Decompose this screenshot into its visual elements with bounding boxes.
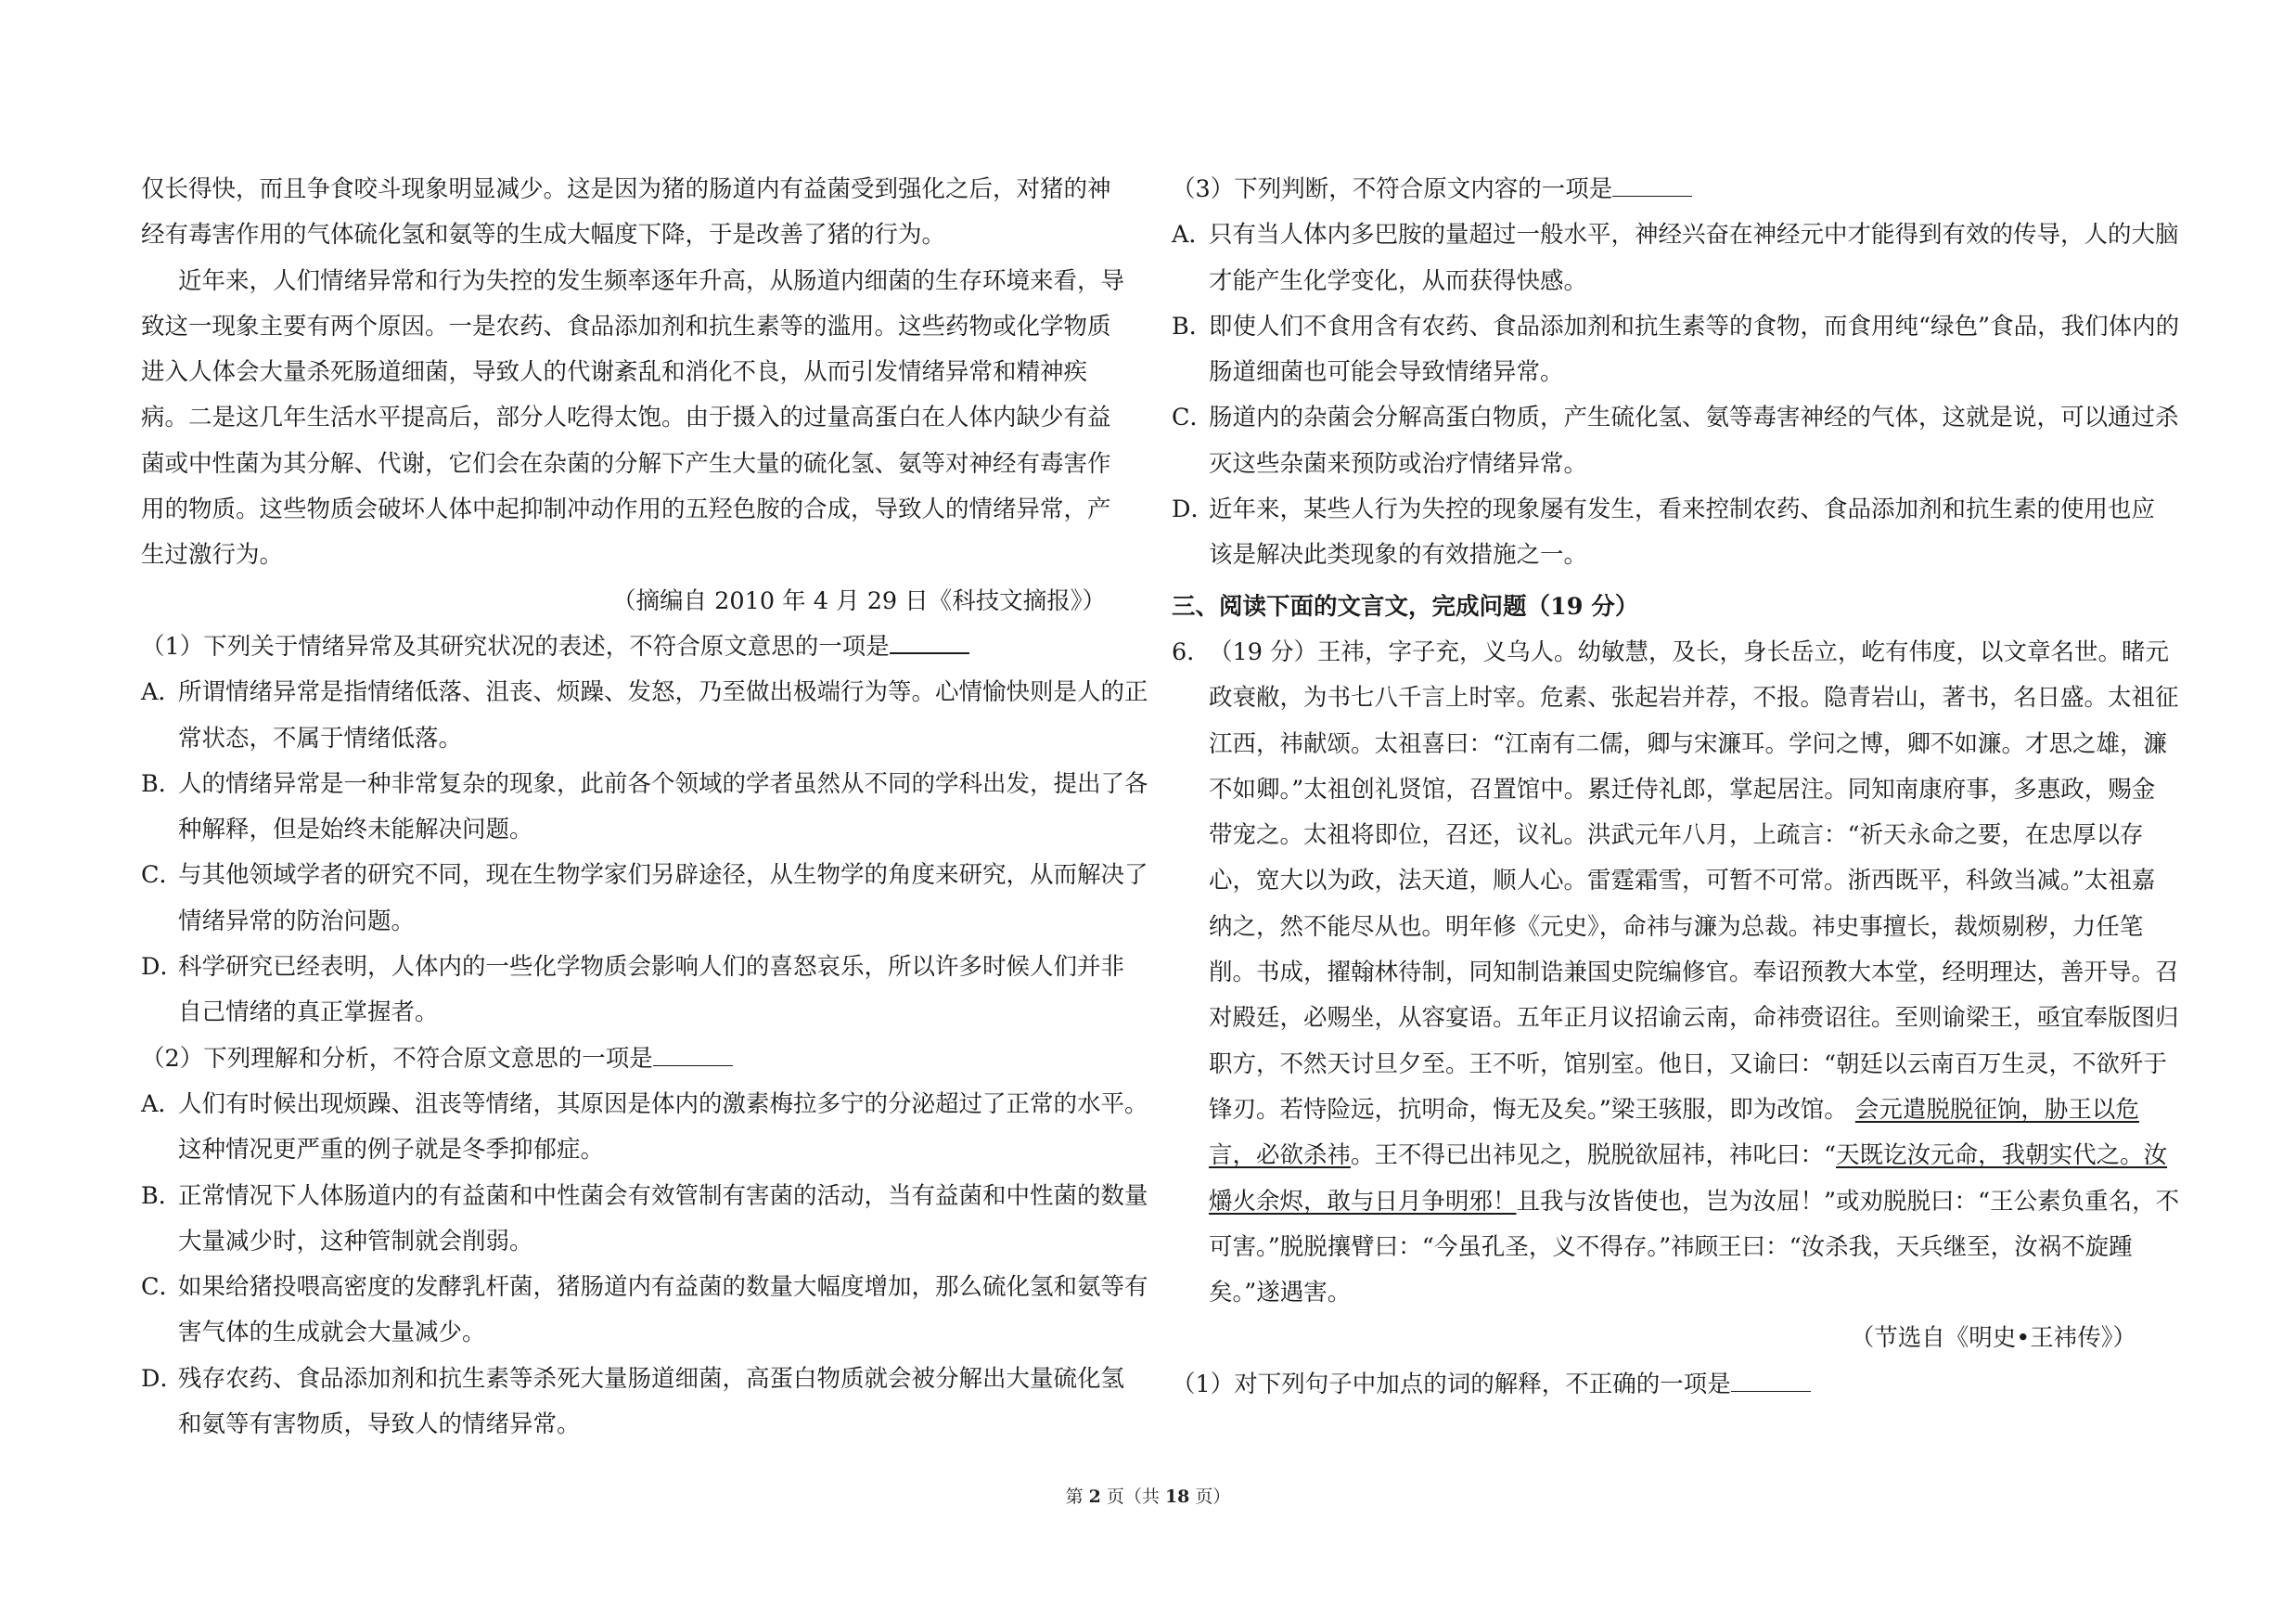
option-letter: C．	[141, 861, 184, 890]
question-2-text: （2）下列理解和分析，不符合原文意思的一项是	[141, 1044, 653, 1073]
option-b	[1172, 304, 2180, 350]
passage-line: 近年来，人们情绪异常和行为失控的发生频率逐年升高，从肠道内细菌的生存环境来看，导	[178, 266, 1125, 295]
question-3-stem	[1172, 167, 2155, 212]
passage-line: 带宠之。太祖将即位，召还，议礼。洪武元年八月，上疏言：“祈天永命之要，在忠厚以存	[1209, 821, 2144, 850]
answer-blank	[890, 634, 969, 654]
footer-mid: 页（共	[1100, 1487, 1165, 1507]
underlined-sentence: 爝火余烬，敢与日月争明邪！	[1209, 1187, 1517, 1216]
option-d-cont: 和氨等有害物质，导致人的情绪异常。	[178, 1410, 581, 1439]
question-6-1-stem	[1172, 1362, 2155, 1408]
passage-line	[1172, 1088, 2155, 1133]
option-c	[141, 853, 1148, 898]
option-text: 正常情况下人体肠道内的有益菌和中性菌会有效管制有害菌的活动，当有益菌和中性菌的数量	[178, 1181, 1148, 1210]
option-letter: A．	[141, 1089, 182, 1118]
footer-pre: 第	[1065, 1487, 1089, 1507]
passage-line: 用的物质。这些物质会破坏人体中起抑制冲动作用的五羟色胺的合成，导致人的情绪异常，产	[141, 496, 1111, 524]
option-b-cont: 大量减少时，这种管制就会削弱。	[178, 1227, 533, 1255]
option-text: 近年来，某些人行为失控的现象屡有发生，看来控制农药、食品添加剂和抗生素的使用也应	[1209, 496, 2156, 524]
option-text: 人的情绪异常是一种非常复杂的现象，此前各个领域的学者虽然从不同的学科出发，提出了各	[178, 769, 1148, 798]
answer-blank	[653, 1047, 733, 1066]
option-letter: B．	[141, 1181, 183, 1210]
underlined-sentence: 会元遣脱脱征饷，胁王以危	[1854, 1095, 2139, 1124]
passage-line	[1172, 1133, 2168, 1178]
right-column	[1172, 167, 2180, 1408]
option-text: 人们有时候出现烦躁、沮丧等情绪，其原因是体内的激素梅拉多宁的分泌超过了正常的水平。	[178, 1089, 1148, 1118]
option-d-cont: 该是解决此类现象的有效措施之一。	[1209, 541, 1588, 570]
option-letter: A．	[1172, 221, 1212, 250]
option-d	[141, 945, 1124, 990]
option-a-cont: 常状态，不属于情绪低落。	[178, 724, 463, 753]
passage-line: 仅长得快，而且争食咬斗现象明显减少。这是因为猪的肠道内有益菌受到强化之后，对猪的神	[141, 175, 1111, 203]
underlined-sentence: 言，必欲杀祎	[1209, 1141, 1352, 1170]
option-c-cont: 情绪异常的防治问题。	[178, 907, 416, 935]
question-6-first-line	[1172, 630, 2170, 676]
page-number: 2	[1088, 1487, 1101, 1507]
passage-line	[1172, 1179, 2180, 1225]
passage-text: 且我与汝皆使也，岂为汝屈！”或劝脱脱曰：“王公素负重名，不	[1516, 1187, 2180, 1216]
question-number: 6．	[1172, 637, 1211, 666]
passage-line: 对殿廷，必赐坐，从容宴语。五年正月议招谕云南，命祎赍诏往。至则谕梁王，亟宜奉版图归	[1209, 1004, 2179, 1033]
answer-blank	[1731, 1372, 1811, 1392]
option-c	[141, 1265, 1148, 1310]
option-c	[1172, 395, 2179, 441]
passage-line: 病。二是这几年生活水平提高后，部分人吃得太饱。由于摄入的过量高蛋白在人体内缺少有益	[141, 404, 1111, 432]
option-b	[141, 762, 1148, 807]
option-letter: B．	[141, 769, 183, 798]
source-citation: （节选自《明史•王祎传》）	[1850, 1324, 2136, 1353]
passage-line: 经有毒害作用的气体硫化氢和氨等的生成大幅度下降，于是改善了猪的行为。	[141, 221, 946, 250]
option-letter: C．	[1172, 404, 1214, 432]
question-1-text: （1）下列关于情绪异常及其研究状况的表述，不符合原文意思的一项是	[141, 632, 890, 661]
option-c-cont: 害气体的生成就会大量减少。	[178, 1319, 486, 1347]
underlined-sentence: 天既讫汝元命，我朝实代之。汝	[1836, 1141, 2168, 1170]
passage-text: 。王不得已出祎见之，脱脱欲屈祎，祎叱曰：“	[1351, 1141, 1837, 1170]
option-a-cont: 才能产生化学变化，从而获得快感。	[1209, 266, 1588, 295]
option-text: 只有当人体内多巴胺的量超过一般水平，神经兴奋在神经元中才能得到有效的传导，人的大脑	[1209, 221, 2179, 250]
source-citation: （摘编自 2010 年 4 月 29 日《科技文摘报》）	[612, 586, 1106, 615]
question-3-text: （3）下列判断，不符合原文内容的一项是	[1172, 175, 1613, 203]
option-text: 科学研究已经表明，人体内的一些化学物质会影响人们的喜怒哀乐，所以许多时候人们并非	[178, 953, 1125, 982]
passage-line: 生过激行为。	[141, 541, 284, 570]
option-b-cont: 肠道细菌也可能会导致情绪异常。	[1209, 358, 1564, 387]
passage-line: 进入人体会大量杀死肠道细菌，导致人的代谢紊乱和消化不良，从而引发情绪异常和精神疾	[141, 358, 1088, 387]
option-text: 肠道内的杂菌会分解高蛋白物质，产生硫化氢、氨等毒害神经的气体，这就是说，可以通过杀	[1209, 404, 2179, 432]
question-2-stem	[141, 1036, 1124, 1082]
option-a	[1172, 212, 2179, 258]
option-text: 即使人们不食用含有农药、食品添加剂和抗生素等的食物，而食用纯“绿色”食品，我们体内的	[1209, 312, 2180, 341]
passage-line: 不如卿。”太祖创礼贤馆，召置馆中。累迁侍礼郎，掌起居注。同知南康府事，多惠政，赐金	[1209, 775, 2156, 804]
option-letter: C．	[141, 1273, 184, 1302]
option-letter: D．	[141, 1364, 184, 1393]
option-b-cont: 种解释，但是始终未能解决问题。	[178, 816, 533, 844]
total-pages: 18	[1164, 1487, 1190, 1507]
passage-line: 职方，不然天讨旦夕至。王不听，馆别室。他日，又谕曰：“朝廷以云南百万生灵，不欲歼于	[1209, 1049, 2168, 1078]
option-a-cont: 这种情况更严重的例子就是冬季抑郁症。	[178, 1136, 605, 1165]
option-text: 所谓情绪异常是指情绪低落、沮丧、烦躁、发怒，乃至做出极端行为等。心情愉快则是人的正	[178, 678, 1148, 707]
passage-line: 矣。”遂遇害。	[1209, 1279, 1352, 1307]
passage-line: 菌或中性菌为其分解、代谢，它们会在杂菌的分解下产生大量的硫化氢、氨等对神经有毒害作	[141, 449, 1111, 478]
option-text: 与其他领域学者的研究不同，现在生物学家们另辟途径，从生物学的角度来研究，从而解决了	[178, 861, 1148, 890]
option-d-cont: 自己情绪的真正掌握者。	[178, 998, 439, 1027]
option-letter: D．	[141, 953, 184, 982]
passage-line: 可害。”脱脱攘臂曰：“今虽孔圣，义不得存。”祎顾王曰：“汝杀我，天兵继至，汝祸不旋踵	[1209, 1232, 2133, 1261]
passage-line: 纳之，然不能尽从也。明年修《元史》，命祎与濂为总裁。祎史事擅长，裁烦剔秽，力任笔	[1209, 912, 2144, 941]
option-letter: A．	[141, 678, 182, 707]
passage-line: 心，宽大以为政，法天道，顺人心。雷霆霜雪，可暂不可常。浙西既平，科敛当减。”太祖嘉	[1209, 867, 2156, 895]
page-footer	[0, 1483, 2296, 1508]
passage-line: 政衰敝，为书七八千言上时宰。危素、张起岩并荐，不报。隐青岩山，著书，名日盛。太祖征	[1209, 684, 2179, 713]
option-c-cont: 灭这些杂菌来预防或治疗情绪异常。	[1209, 449, 1588, 478]
question-1-stem	[141, 624, 1124, 670]
passage-line: 江西，祎献颂。太祖喜曰：“江南有二儒，卿与宋濂耳。学问之博，卿不如濂。才思之雄，濂	[1209, 729, 2168, 758]
option-b	[141, 1174, 1148, 1219]
option-d	[141, 1357, 1124, 1402]
left-column	[141, 167, 1148, 1448]
passage-text: 锋刃。若恃险远，抗明命，悔无及矣。”梁王骇服，即为改馆。	[1209, 1095, 1848, 1124]
option-a	[141, 1082, 1148, 1127]
option-text: 如果给猪投喂高密度的发酵乳杆菌，猪肠道内有益菌的数量大幅度增加，那么硫化氢和氨等有	[178, 1273, 1148, 1302]
question-6-text: （19 分）王祎，字子充，义乌人。幼敏慧，及长，身长岳立，屹有伟度，以文章名世。睹元	[1209, 637, 2170, 666]
option-d	[1172, 487, 2155, 533]
footer-post: 页）	[1189, 1487, 1231, 1507]
passage-line: 削。书成，擢翰林待制，同知制诰兼国史院编修官。奉诏预教大本堂，经明理达，善开导。召	[1209, 959, 2179, 987]
question-6-1-text: （1）对下列句子中加点的词的解释，不正确的一项是	[1172, 1370, 1731, 1398]
option-text: 残存农药、食品添加剂和抗生素等杀死大量肠道细菌，高蛋白物质就会被分解出大量硫化氢	[178, 1364, 1125, 1393]
option-letter: B．	[1172, 312, 1213, 341]
option-letter: D．	[1172, 496, 1214, 524]
passage-line: 致这一现象主要有两个原因。一是农药、食品添加剂和抗生素等的滥用。这些药物或化学物质	[141, 312, 1111, 341]
section-heading: 三、阅读下面的文言文，完成问题（19 分）	[1172, 592, 1639, 621]
option-a	[141, 670, 1148, 715]
answer-blank	[1612, 177, 1692, 197]
